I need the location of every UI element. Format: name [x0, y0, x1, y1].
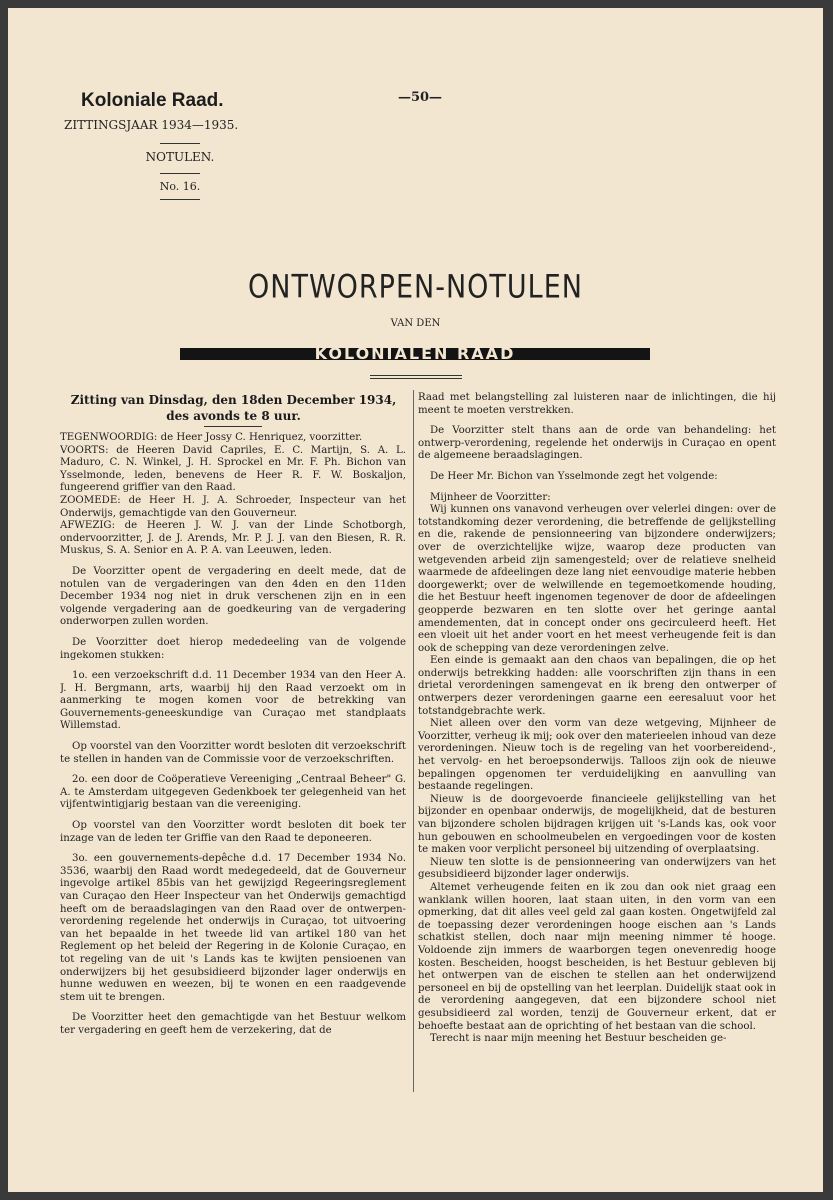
attendance-present: TEGENWOORDIG: de Heer Jossy C. Henriquez, voorzitter.	[60, 432, 363, 443]
sitting-ornament	[204, 426, 262, 427]
header-rule	[160, 173, 200, 174]
section-label: NOTULEN.	[145, 150, 215, 164]
document-title: ONTWORPEN-NOTULEN	[248, 269, 583, 306]
title-rule	[370, 375, 462, 376]
incoming-item-1: 1o. een verzoekschrift d.d. 11 December 1934 van den Heer A. J. H. Bergmann, arts, waarbij hij den Raad verzoekt om in aanmerking te mogen komen voor de betrekking van Gouvernements-geneeskundige van Curaçao met standplaats Willemstad.	[60, 670, 406, 732]
attendance-absent: AFWEZIG: de Heeren J. W. J. van der Linde Schotborgh, ondervoorzitter, J. de J. Arends, Mr. P. J. J. van den Biesen, R. R. Muskus, S. A. Senior en A. P. A. van Leeuwen, leden.	[60, 520, 406, 557]
paragraph: Raad met belangstelling zal luisteren naar de inlichtingen, die hij meent te moeten verstrekken.	[418, 392, 776, 416]
column-divider	[413, 390, 414, 1092]
incoming-item-2: 2o. een door de Coöperatieve Vereeniging „Centraal Beheer" G. A. te Amsterdam uitgegeven Gedenkboek ter gelegenheid van het vijfentwintigjarig bestaan van die vereeniging.	[60, 774, 406, 811]
attendance-likewise: ZOOMEDE: de Heer H. J. A. Schroeder, Inspecteur van het Onderwijs, gemachtigde van den Gouverneur.	[60, 494, 406, 519]
header-rule	[160, 199, 200, 200]
speech-salutation: Mijnheer de Voorzitter:	[430, 491, 551, 503]
speech-paragraph: Wij kunnen ons vanavond verheugen over velerlei dingen: over de totstandkoming dezer verordening, die betreffende de gelijkstelling en die, rakende de pensionneering van bijzondere onderwijzers; over de overzichtelijke wijze, waarop deze producten van wetgevenden arbeid zijn samengesteld; over de relatieve snelheid waarmede de afdeelingen deze lang niet eenvoudige materie hebben doorgewerkt; over de welwillende en tegemoetkomende houding, die het Bestuur heeft ingenomen tegenover de door de afdeelingen geopperde bezwaren en ten slotte over het geringe aantal amendementen, dat in concept onder ons gecirculeerd heeft. Het een vloeit uit het ander voort en het meest verheugende feit is dan ook de schepping van deze verordeningen zelve.	[418, 504, 776, 654]
item-2-decision: Op voorstel van den Voorzitter wordt besloten dit boek ter inzage van de leden ter Griffie van den Raad te deponeeren.	[60, 820, 406, 844]
header-rule	[160, 143, 200, 144]
incoming-item-3: 3o. een gouvernements-depêche d.d. 17 December 1934 No. 3536, waarbij den Raad wordt medegedeeld, dat de Gouverneur ingevolge artikel 85bis van het gewijzigd Regeeringsreglement van Curaçao den Heer Inspecteur van het Onderwijs gemachtigd heeft om de beraadslagingen van den Raad over de ontwerpen-verordening regelende het onderwijs in Curaçao, tot uitvoering van het bepaalde in het tweede lid van artikel 180 van het Reglement op het beleid der Regering in de Kolonie Curaçao, en tot regeling van de uit 's Lands kas te kwijten pensioenen van onderwijzers bij het gesubsidieerd bijzonder lager onderwijs en hunne weduwen en weezen, bij te wonen en een raadgevende stem uit te brengen.	[60, 853, 406, 1003]
paragraph: De Heer Mr. Bichon van Ysselmonde zegt het volgende:	[430, 470, 718, 482]
title-rule	[370, 378, 462, 379]
attendance-also: VOORTS: de Heeren David Capriles, E. C. Martijn, S. A. L. Maduro, C. N. Winkel, J. H. Sprockel en Mr. F. Ph. Bichon van Ysselmonde, leden, benevens de Heer R. F. W. Boskaljon, fungeerend griffier van den Raad.	[60, 444, 406, 494]
sitting-line-2: des avonds te 8 uur.	[166, 409, 301, 423]
page-number: —50—	[397, 90, 443, 105]
sitting-heading	[66, 392, 401, 424]
issue-number: No. 16.	[159, 180, 201, 193]
council-heading: Koloniale Raad.	[81, 90, 224, 111]
paragraph: De Voorzitter doet hierop mededeeling van de volgende ingekomen stukken:	[60, 636, 406, 661]
paragraph: De Voorzitter opent de vergadering en deelt mede, dat de notulen van de vergaderingen van den 4den en den 11den December 1934 nog niet in druk verschenen zijn en in een volgende vergadering aan de goedkeuring van de vergadering onderworpen zullen worden.	[60, 565, 406, 628]
council-name: KOLONIALEN RAAD	[314, 344, 516, 363]
council-name-banner	[180, 344, 650, 364]
session-year: ZITTINGSJAAR 1934—1935.	[64, 118, 239, 132]
document-page	[8, 8, 823, 1192]
speech-paragraph: Nieuw ten slotte is de pensionneering van onderwijzers van het gesubsidieerd bijzonder lager onderwijs.	[418, 856, 776, 881]
speech-paragraph: Niet alleen over den vorm van deze wetgeving, Mijnheer de Voorzitter, verheug ik mij; ook over den materieelen inhoud van deze verordeningen. Nieuw toch is de regeling van het voorbereidend-, het vervolg- en het beroepsonderwijs. Talloos zijn ook de nieuwe bepalingen opgenomen ter verduidelijking en aanvulling van bestaande regelingen.	[418, 718, 776, 793]
paragraph: De Voorzitter stelt thans aan de orde van behandeling: het ontwerp-verordening, regelende het onderwijs in Curaçao en opent de algemeene beraadslagingen.	[418, 425, 776, 462]
speech-paragraph: Nieuw is de doorgevoerde financieele gelijkstelling van het bijzonder en openbaar onderwijs, de mogelijkheid, dat de besturen van bijzondere scholen bijdragen krijgen uit 's-Lands kas, ook voor hun gebouwen en schoolmeubelen en vergoedingen voor de kosten te maken voor verplicht personeel bij uitzending of overplaatsing.	[418, 793, 776, 856]
sitting-line-1: Zitting van Dinsdag, den 18den December 1934,	[70, 393, 397, 407]
right-column	[418, 392, 776, 1046]
speech-paragraph: Terecht is naar mijn meening het Bestuur bescheiden ge-	[430, 1033, 727, 1045]
item-1-decision: Op voorstel van den Voorzitter wordt besloten dit verzoekschrift te stellen in handen van de Commissie voor de verzoekschriften.	[60, 741, 406, 765]
speech-paragraph: Altemet verheugende feiten en ik zou dan ook niet graag een wanklank willen hooren, laat staan uiten, in den vorm van een opmerking, dat dit alles veel geld zal gaan kosten. Ongetwijfeld zal de toepassing dezer verordeningen hooge eischen aan 's Lands schatkist stellen, doch naar mijn meening nimmer té hooge. Voldoende zijn immers de waarborgen tegen onevenredig hooge kosten. Bescheiden, hoogst bescheiden, is het Bestuur gebleven bij het ontwerpen van de eischen te stellen aan het onderwijzend personeel en bij de opstelling van het leerplan. Duidelijk staat ook in de verordening aangegeven, dat een bijzondere school niet gesubsidieerd zal worden, tenzij de Gouverneur erkent, dat er behoefte bestaat aan de oprichting of het bestaan van die school.	[418, 881, 776, 1032]
paragraph: De Voorzitter heet den gemachtigde van het Bestuur welkom ter vergadering en geeft hem de verzekering, dat de	[60, 1012, 406, 1036]
title-van-den: VAN DEN	[390, 318, 441, 329]
left-column	[60, 432, 406, 1184]
speech-paragraph: Een einde is gemaakt aan den chaos van bepalingen, die op het onderwijs betrekking hadden: alle voorschriften zijn thans in een drietal verordeningen samengevat en ik breng den ontwerper of ontwerpers dezer verordeningen gaarne een eeresaluut voor het totstandgebrachte werk.	[418, 655, 776, 717]
